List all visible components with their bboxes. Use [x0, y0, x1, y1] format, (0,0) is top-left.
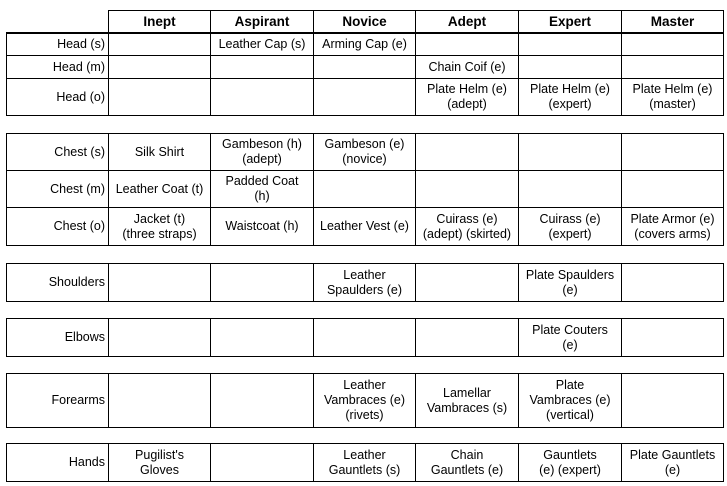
table-cell — [109, 264, 211, 302]
table-cell: Plate Spaulders (e) — [519, 264, 622, 302]
table-cell: Leather Vambraces (e) (rivets) — [314, 374, 416, 428]
group-forearms — [6, 373, 724, 428]
table-row — [6, 374, 724, 428]
table-cell — [519, 171, 622, 208]
row-label: Chest (o) — [6, 208, 109, 246]
table-cell — [622, 56, 724, 79]
table-cell: Cuirass (e) (adept) (skirted) — [416, 208, 519, 246]
table-cell — [211, 374, 314, 428]
table-cell: Pugilist's Gloves — [109, 444, 211, 482]
table-row — [6, 208, 724, 246]
row-label: Chest (s) — [6, 134, 109, 171]
table-cell — [519, 56, 622, 79]
table-row — [6, 134, 724, 171]
table-cell — [622, 319, 724, 357]
table-cell: Plate Helm (e) (expert) — [519, 79, 622, 116]
table-cell — [519, 134, 622, 171]
corner-cell — [6, 10, 109, 33]
table-cell: Gambeson (h) (adept) — [211, 134, 314, 171]
table-cell — [109, 56, 211, 79]
table-row — [6, 319, 724, 357]
table-cell — [314, 319, 416, 357]
table-row — [6, 171, 724, 208]
col-header-expert: Expert — [519, 10, 622, 33]
table-cell: Gauntlets (e) (expert) — [519, 444, 622, 482]
group-head — [6, 33, 724, 116]
table-cell — [622, 134, 724, 171]
table-cell — [622, 34, 724, 56]
table-row — [6, 56, 724, 79]
table-cell: Leather Vest (e) — [314, 208, 416, 246]
col-header-aspirant: Aspirant — [211, 10, 314, 33]
col-header-master: Master — [622, 10, 724, 33]
group-shoulders — [6, 263, 724, 302]
table-cell: Chain Gauntlets (e) — [416, 444, 519, 482]
table-cell — [211, 319, 314, 357]
table-cell: Chain Coif (e) — [416, 56, 519, 79]
table-cell: Plate Gauntlets (e) — [622, 444, 724, 482]
table-cell — [416, 319, 519, 357]
table-cell — [314, 79, 416, 116]
col-header-adept: Adept — [416, 10, 519, 33]
armor-table-header — [6, 10, 724, 33]
table-cell — [416, 264, 519, 302]
table-cell — [519, 34, 622, 56]
table-cell: Jacket (t) (three straps) — [109, 208, 211, 246]
row-label: Head (s) — [6, 34, 109, 56]
table-cell: Plate Vambraces (e) (vertical) — [519, 374, 622, 428]
table-cell: Gambeson (e) (novice) — [314, 134, 416, 171]
group-hands — [6, 443, 724, 482]
table-cell — [416, 134, 519, 171]
table-cell: Plate Helm (e) (adept) — [416, 79, 519, 116]
table-cell: Leather Cap (s) — [211, 34, 314, 56]
table-cell: Plate Couters (e) — [519, 319, 622, 357]
row-label: Elbows — [6, 319, 109, 357]
row-label: Head (o) — [6, 79, 109, 116]
table-cell: Waistcoat (h) — [211, 208, 314, 246]
table-cell — [416, 34, 519, 56]
table-cell: Silk Shirt — [109, 134, 211, 171]
row-label: Chest (m) — [6, 171, 109, 208]
row-label: Shoulders — [6, 264, 109, 302]
row-label: Forearms — [6, 374, 109, 428]
col-header-inept: Inept — [109, 10, 211, 33]
table-row — [6, 34, 724, 56]
col-header-novice: Novice — [314, 10, 416, 33]
row-label: Head (m) — [6, 56, 109, 79]
table-cell — [416, 171, 519, 208]
table-cell — [314, 171, 416, 208]
group-chest — [6, 133, 724, 246]
table-cell — [109, 319, 211, 357]
table-cell: Plate Armor (e) (covers arms) — [622, 208, 724, 246]
table-cell — [622, 374, 724, 428]
table-cell — [622, 264, 724, 302]
table-cell: Cuirass (e) (expert) — [519, 208, 622, 246]
table-cell — [211, 79, 314, 116]
table-cell — [109, 79, 211, 116]
table-cell — [211, 264, 314, 302]
table-cell — [314, 56, 416, 79]
table-row — [6, 444, 724, 482]
table-cell — [211, 56, 314, 79]
table-cell — [109, 374, 211, 428]
table-cell: Arming Cap (e) — [314, 34, 416, 56]
table-cell — [211, 444, 314, 482]
table-row — [6, 264, 724, 302]
row-label: Hands — [6, 444, 109, 482]
table-cell — [109, 34, 211, 56]
group-elbows — [6, 318, 724, 357]
table-cell: Leather Gauntlets (s) — [314, 444, 416, 482]
table-cell: Plate Helm (e) (master) — [622, 79, 724, 116]
table-row — [6, 79, 724, 116]
table-cell: Leather Spaulders (e) — [314, 264, 416, 302]
table-cell: Lamellar Vambraces (s) — [416, 374, 519, 428]
table-cell: Leather Coat (t) — [109, 171, 211, 208]
table-cell — [622, 171, 724, 208]
table-cell: Padded Coat (h) — [211, 171, 314, 208]
